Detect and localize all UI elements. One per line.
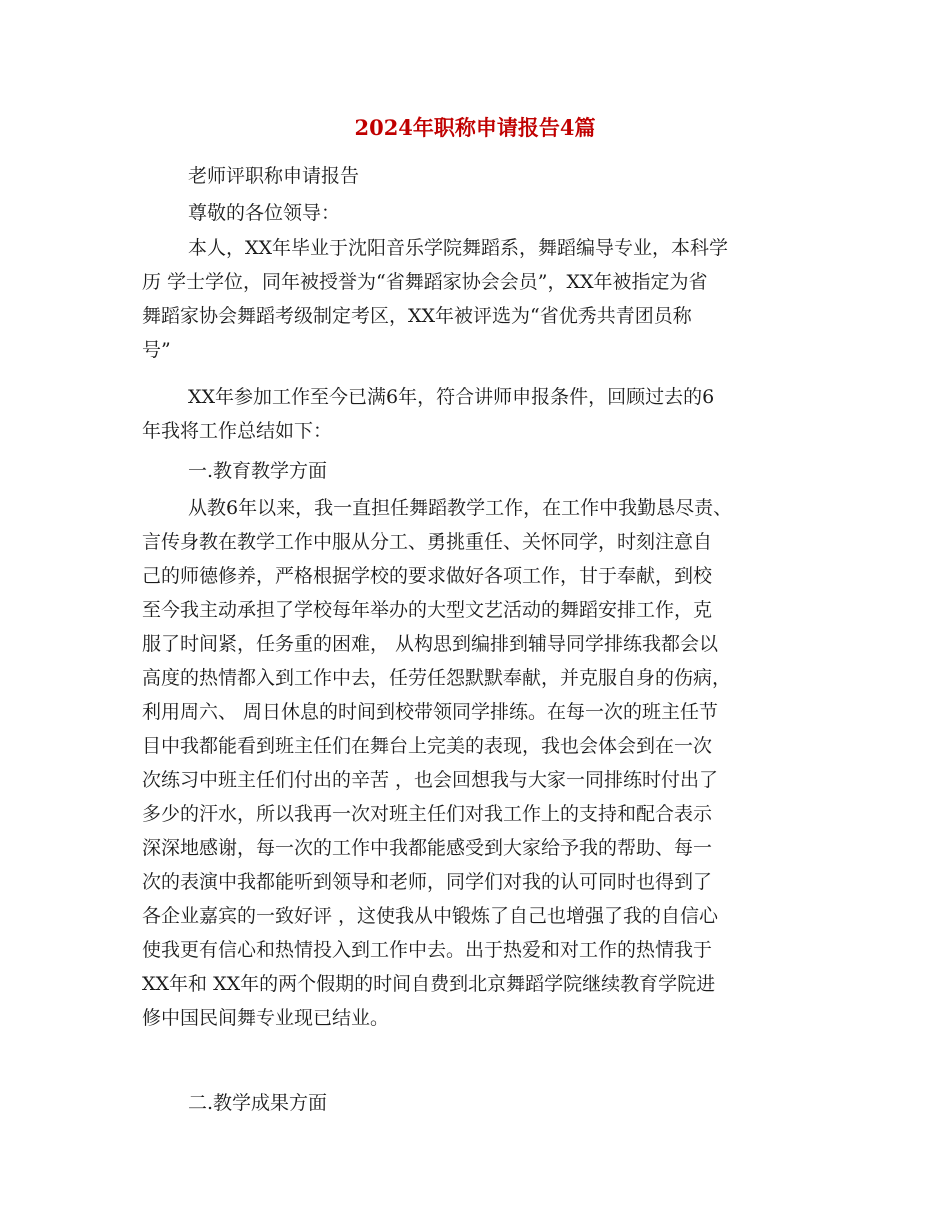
paragraph-intro: 本人，XX年毕业于沈阳音乐学院舞蹈系，舞蹈编导专业，本科学 历 学士学位，同年被授誉为“省舞蹈家协会会员”，XX年被指定为省 舞蹈家协会舞蹈考级制定考区，XX年被评选为“省优秀共青团员称 号” bbox=[142, 237, 729, 361]
paragraph-salutation: 尊敬的各位领导： bbox=[188, 202, 341, 224]
paragraph-heading: 老师评职称申请报告 bbox=[188, 165, 360, 187]
document-title: 2024年职称申请报告4篇 bbox=[354, 115, 596, 140]
paragraph-teaching-body: 从教6年以来，我一直担任舞蹈教学工作，在工作中我勤恳尽责、 言传身教在教学工作中服从分工、勇挑重任、关怀同学，时刻注意自 己的师德修养，严格根据学校的要求做好各项工作，甘于奉献，到校 至今我主动承担了学校每年举办的大型文艺活动的舞蹈安排工作，克 服了时间紧，任务重的困难， 从构思到编排到辅导同学排练我都会以 高度的热情都入到工作中去，任劳任怨默默奉献，并克服自身的伤病， 利用周六、 周日休息的时间到校带领同学排练。在每一次的班主任节 目中我都能看到班主任们在舞台上完美的表现，我也会体会到在一次 次练习中班主任们付出的辛苦 ，也会回想我与大家一同排练时付出了 多少的汗水，所以我再一次对班主任们对我工作上的支持和配合表示 深深地感谢，每一次的工作中我都能感受到大家给予我的帮助、每一 次的表演中我都能听到领导和老师，同学们对我的认可同时也得到了 各企业嘉宾的一致好评 ，这使我从中锻炼了自己也增强了我的自信心 使我更有信心和热情投入到工作中去。出于热爱和对工作的热情我于 XX年和 XX年的两个假期的时间自费到北京舞蹈学院继续教育学院进 修中国民间舞专业现已结业。 bbox=[142, 497, 733, 1029]
paragraph-summary: XX年参加工作至今已满6年，符合讲师申报条件，回顾过去的6 年我将工作总结如下： bbox=[142, 386, 715, 442]
section-heading-teaching: 一.教育教学方面 bbox=[188, 460, 328, 482]
section-heading-results: 二.教学成果方面 bbox=[188, 1092, 328, 1114]
